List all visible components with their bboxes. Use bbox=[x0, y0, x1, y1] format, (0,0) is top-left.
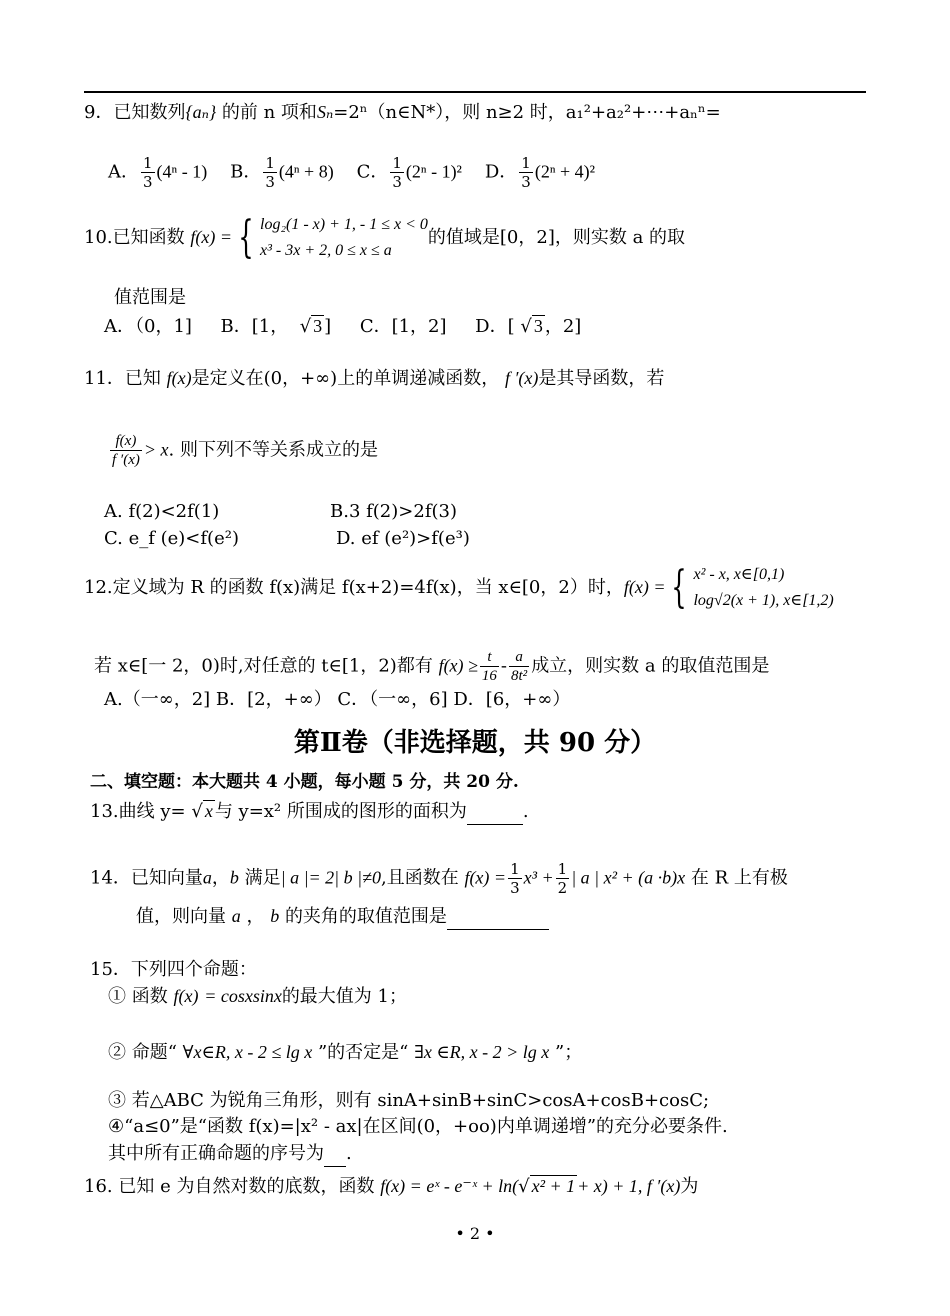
fraction: $\frac{1}{3}$ bbox=[143, 154, 153, 191]
question-15-end: 其中所有正确命题的序号为 . bbox=[108, 1142, 352, 1167]
fraction: $\frac{1}{3}$ bbox=[265, 154, 275, 191]
question-11-option-b: B.3 f(2)>2f(3) bbox=[330, 501, 457, 522]
option-d: (2ⁿ + 4)² bbox=[534, 161, 596, 182]
question-11-option-c: C. e_f (e)<f(e²) bbox=[104, 528, 239, 549]
answer-blank bbox=[467, 800, 523, 825]
part-two-title: 第Ⅱ卷（非选择题，共 90 分） bbox=[293, 728, 657, 758]
question-11-option-d: D. ef (e²)>f(e³) bbox=[336, 528, 470, 549]
question-10-stem-cont: 值范围是 bbox=[114, 287, 186, 308]
question-12-stem: 12.定义域为 R 的函数 f(x)满足 f(x+2)=4f(x)，当 x∈[0，2）时，f(x) = { x² - x, x∈[0,1) log√2(x + 1), x∈[1,2) bbox=[84, 562, 834, 613]
fraction: $\frac{1}{2}$ bbox=[557, 860, 568, 897]
fraction: $\frac{a}{\text{8t²}}$ bbox=[511, 649, 528, 684]
left-brace-icon: { bbox=[238, 212, 254, 263]
question-9-stem: 9．已知数列{aₙ} 的前 n 项和Sₙ=2ⁿ（n∈N*），则 n≥2 时，a₁²+a₂²+⋯+aₙⁿ= bbox=[84, 102, 721, 123]
question-14-stem-cont: 值，则向量 a ， b 的夹角的取值范围是 bbox=[136, 904, 549, 930]
left-brace-icon: { bbox=[671, 562, 688, 613]
fraction: $\frac{1}{3}$ bbox=[521, 154, 531, 191]
question-13: 13.曲线 y= √ x 与 y=x² 所围成的图形的面积为 . bbox=[90, 799, 529, 825]
question-10-stem: 10.已知函数 f(x) = { log₂(1 - x) + 1, - 1 ≤ x < 0 x³ - 3x + 2, 0 ≤ x ≤ a 的值域是[0，2]，则实数 a 的取 bbox=[84, 212, 686, 263]
question-14-stem: 14．已知向量a，b 满足| a |= 2| b |≠0,且函数在 f(x) = $\frac{1}{3}$ x³ + $\frac{1}{2}$ | a | x² + (a ·b)x 在 R 上有极 bbox=[90, 860, 788, 897]
question-10-options: A．（0，1] B．[1， √ 3 ] C．[1，2] D．[ √ 3 ，2] bbox=[104, 316, 582, 337]
proposition-2: ② 命题“ ∀x∈R, x - 2 ≤ lg x ”的否定是“ ∃x ∈R, x - 2 > lg x ”； bbox=[108, 1042, 583, 1063]
option-a: (4ⁿ - 1) bbox=[156, 161, 208, 182]
function-name: f(x) = bbox=[190, 227, 232, 247]
piecewise-cases: log₂(1 - x) + 1, - 1 ≤ x < 0 x³ - 3x + 2, 0 ≤ x ≤ a bbox=[260, 216, 428, 259]
question-11-stem: 11．已知 f(x)是定义在(0，+∞)上的单调递减函数， f ′(x)是其导函数，若 bbox=[84, 368, 665, 389]
header-rule bbox=[84, 91, 866, 93]
question-11-condition: $\frac{f(x)}{f '(x)}$ > x. 则下列不等关系成立的是 bbox=[112, 433, 378, 468]
question-12-options: A.（一∞，2] B．[2，+∞） C．（一∞，6] D．[6，+∞） bbox=[104, 689, 571, 710]
proposition-1: ① 函数 f(x) = cosxsinx的最大值为 1； bbox=[108, 986, 407, 1007]
fraction: $\frac{1}{3}$ bbox=[510, 860, 520, 897]
section-heading: 二、填空题：本大题共 4 小题，每小题 5 分，共 20 分. bbox=[90, 772, 519, 792]
piecewise-cases: x² - x, x∈[0,1) log√2(x + 1), x∈[1,2) bbox=[693, 566, 834, 609]
question-16-stem: 16. 已知 e 为自然对数的底数，函数 f(x) = eˣ - e⁻ˣ + ln(√ x² + 1 + x) + 1, f ′(x)为 bbox=[84, 1176, 699, 1197]
answer-blank bbox=[447, 905, 549, 930]
fraction: $\frac{1}{3}$ bbox=[392, 154, 402, 191]
answer-blank bbox=[324, 1142, 346, 1167]
question-15-stem: 15．下列四个命题： bbox=[90, 959, 257, 980]
fraction: $\frac{f(x)}{f '(x)}$ bbox=[112, 433, 140, 468]
question-12-condition: 若 x∈[一 2，0)时,对任意的 t∈[1，2)都有 f(x) ≥ $\frac{t}{16}$ - $\frac{a}{\text{8t²}}$ 成立，则实数 a 的取值范围是 bbox=[94, 649, 770, 684]
sum-symbol: Sₙ bbox=[316, 102, 334, 122]
question-9-options: A． $\frac{1}{3}$ (4ⁿ - 1) B． $\frac{1}{3}$ (4ⁿ + 8) C． $\frac{1}{3}$ (2ⁿ - 1)² D． $\frac{1}{3}$ (2ⁿ + 4)² bbox=[108, 154, 596, 191]
proposition-4: ④“a≤0”是“函数 f(x)=|x² - ax|在区间(0，+oo)内单调递增”的充分必要条件. bbox=[108, 1116, 728, 1137]
fraction: $\frac{t}{16}$ bbox=[481, 649, 497, 684]
sequence-expression: {aₙ} bbox=[185, 102, 217, 122]
proposition-3: ③ 若△ABC 为锐角三角形，则有 sinA+sinB+sinC>cosA+cosB+cosC; bbox=[108, 1090, 710, 1111]
page-number: • 2 • bbox=[455, 1224, 495, 1243]
option-c: (2ⁿ - 1)² bbox=[405, 161, 462, 182]
option-b: (4ⁿ + 8) bbox=[278, 161, 334, 182]
question-11-option-a: A. f(2)<2f(1) bbox=[104, 501, 220, 522]
